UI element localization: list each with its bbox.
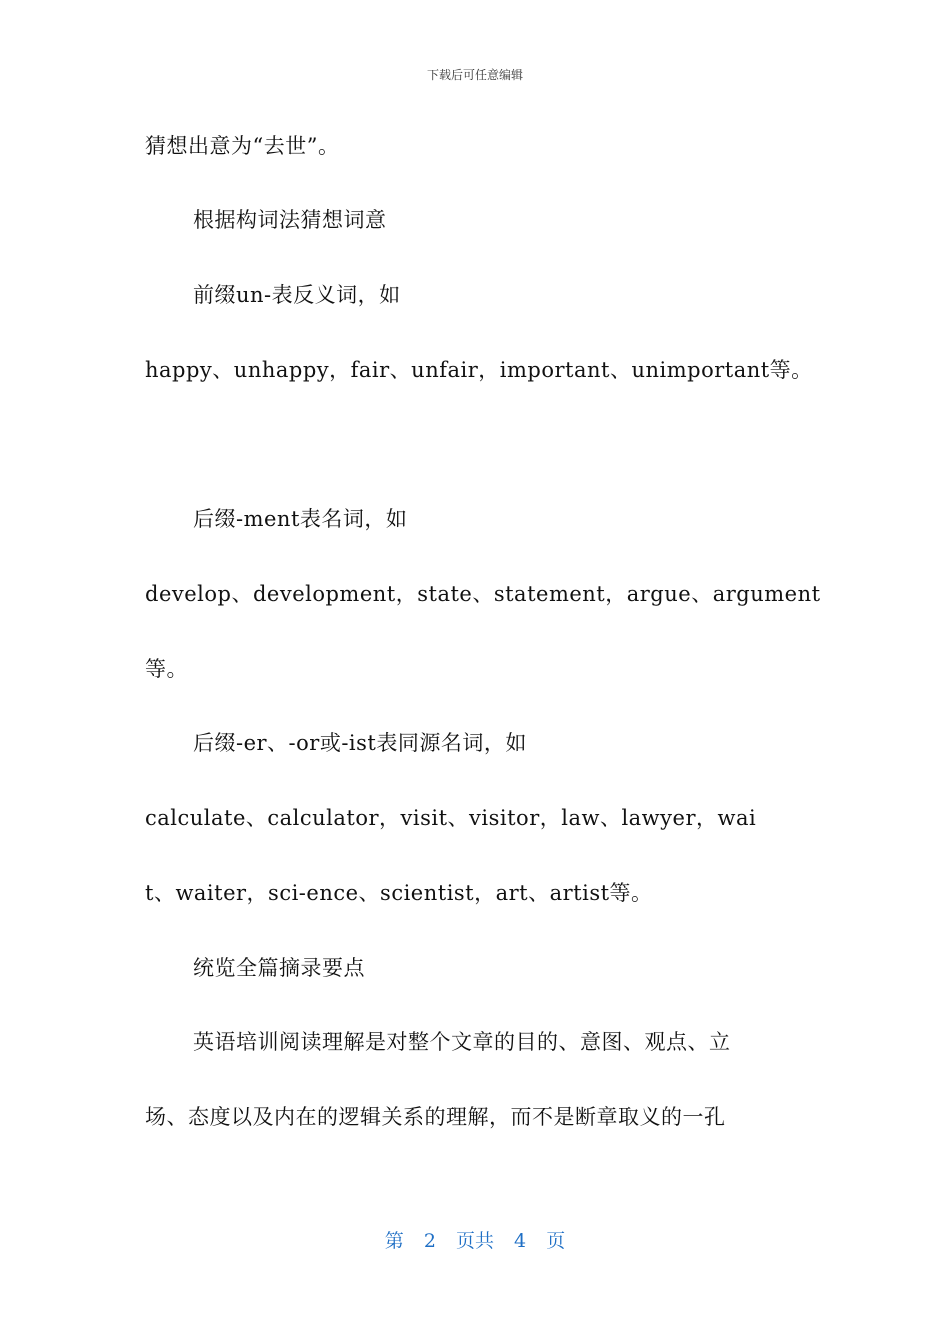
text-line: calculate、calculator，visit、visitor，law、lawyer，wai <box>145 806 757 830</box>
footer-middle: 页共 <box>455 1230 494 1252</box>
section-heading: 统览全篇摘录要点 <box>193 956 365 980</box>
page-footer <box>0 1226 950 1253</box>
text-line: 前缀un-表反义词，如 <box>193 283 401 307</box>
section-heading: 根据构词法猜想词意 <box>193 208 387 232</box>
text-line: 场、态度以及内在的逻辑关系的理解，而不是断章取义的一孔 <box>145 1105 726 1129</box>
text-line: 英语培训阅读理解是对整个文章的目的、意图、观点、立 <box>193 1030 731 1054</box>
page-header: 下载后可任意编辑 <box>426 68 523 82</box>
footer-prefix: 第 <box>384 1230 404 1252</box>
footer-page-number: 2 <box>423 1230 436 1252</box>
text-line: t、waiter，sci-ence、scientist，art、artist等。 <box>145 881 653 905</box>
text-line: 猜想出意为“去世”。 <box>145 134 340 158</box>
text-line: develop、development，state、statement，argue、argument <box>145 582 821 606</box>
footer-total-pages: 4 <box>514 1230 527 1252</box>
footer-suffix: 页 <box>546 1230 566 1252</box>
text-line: 后缀-ment表名词，如 <box>193 507 408 531</box>
text-line: 后缀-er、-or或-ist表同源名词，如 <box>193 731 527 755</box>
text-line: 等。 <box>145 657 188 681</box>
text-line: happy、unhappy，fair、unfair，important、unimportant等。 <box>145 358 813 382</box>
